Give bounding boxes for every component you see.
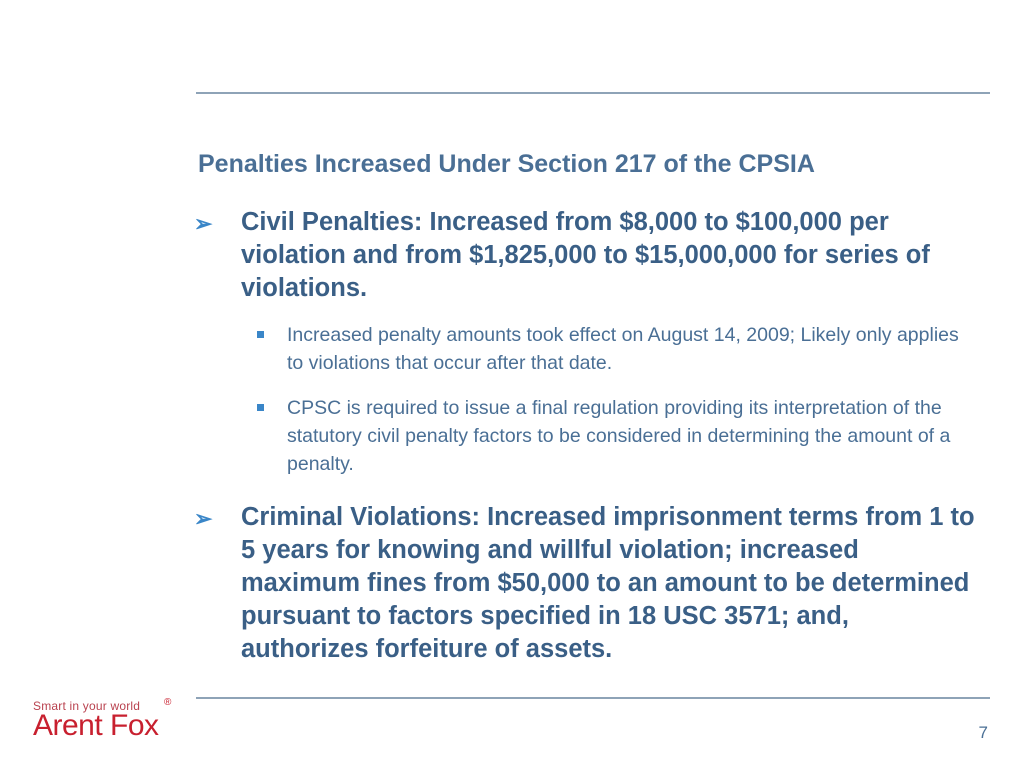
arrow-bullet-icon: ➢ (194, 211, 213, 236)
bullet-civil-penalties (194, 206, 981, 305)
bullet-text: Civil Penalties: Increased from $8,000 to $100,000 per violation and from $1,825,000 to $15,000,000 for series of violations. (241, 208, 930, 302)
sub-bullet-text: CPSC is required to issue a final regulation providing its interpretation of the statutory civil penalty factors to be considered in determining the amount of a penalty. (287, 397, 951, 475)
bullet-criminal-violations (194, 501, 981, 666)
slide-title: Penalties Increased Under Section 217 of the CPSIA (198, 150, 815, 178)
square-bullet-icon (257, 331, 264, 338)
arrow-bullet-icon: ➢ (194, 506, 213, 531)
logo-tagline: Smart in your world (33, 699, 141, 713)
registered-mark: ® (164, 697, 172, 708)
top-divider (196, 92, 990, 94)
logo-name: Arent Fox (33, 709, 159, 742)
bottom-divider (196, 697, 990, 699)
sub-bullet-text: Increased penalty amounts took effect on August 14, 2009; Likely only applies to violations that occur after that date. (287, 324, 959, 374)
sub-bullet-effective-date (287, 321, 977, 377)
sub-bullet-cpsc-regulation (287, 394, 977, 478)
square-bullet-icon (257, 404, 264, 411)
page-number: 7 (978, 723, 988, 742)
bullet-text: Criminal Violations: Increased imprisonment terms from 1 to 5 years for knowing and willful violation; increased maximum fines from $50,000 to an amount to be determined pursuant to factors specified in 18 USC 3571; and, authorizes forfeiture of assets. (241, 503, 975, 663)
